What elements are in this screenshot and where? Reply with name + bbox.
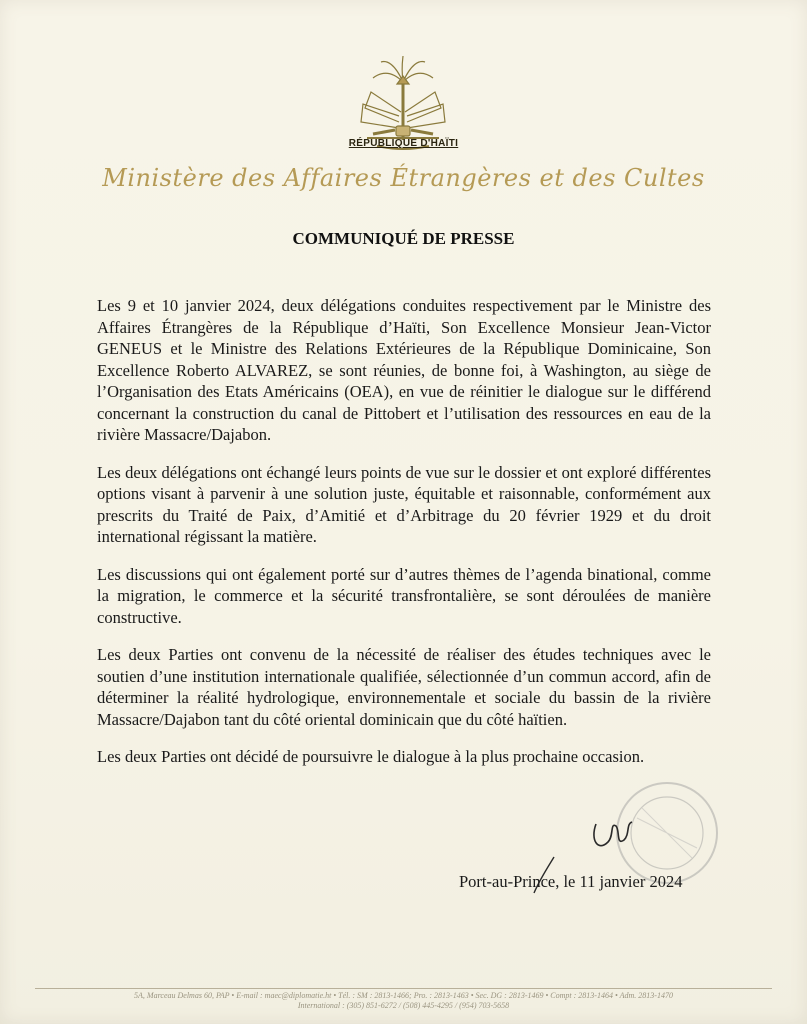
paragraph: Les discussions qui ont également porté sur d’autres thèmes de l’agenda binational, comme la migration, le commerce et la sécurité transfrontalière, se sont déroulées de manière constructive. bbox=[97, 564, 711, 627]
ministry-name: Ministère des Affaires Étrangères et des Cultes bbox=[102, 164, 705, 192]
paragraph: Les deux Parties ont décidé de poursuivre le dialogue à la plus prochaine occasion. bbox=[97, 747, 645, 766]
paragraph: Les deux Parties ont convenu de la nécessité de réaliser des études techniques avec le soutien d’une institution internationale qualifiée, sélectionnée d’un commun accord, afin de déterminer la réalité hydrologique, environnementale et sociale du bassin de la rivière Massacre/Dajabon tant du côté oriental dominicain que du côté haïtien. bbox=[97, 645, 711, 729]
place-and-date: Port-au-Prince, le 11 janvier 2024 bbox=[459, 872, 683, 891]
paragraph: Les 9 et 10 janvier 2024, deux délégations conduites respectivement par le Ministre des Affaires Étrangères de la République d’Haïti, Son Excellence Monsieur Jean-Victor GENEUS et le Ministre des Relations Extérieures de la République Dominicaine, Son Excellence Roberto ALVAREZ, se sont réunies, de bonne foi, à Washington, au siège de l’Organisation des Etats Américains (OEA), en vue de réinitier le dialogue sur le différend concernant la construction du canal de Pittobert et l’utilisation des ressources en eau de la rivière Massacre/Dajabon. bbox=[97, 296, 711, 444]
communique-body bbox=[97, 295, 711, 784]
footer-contact: 5A, Marceau Delmas 60, PAP • E-mail : maec@diplomatie.ht • Tél. : SM : 2813-1466; Pro. : 2813-1463 • Sec. DG : 2813-1469 • Compt : 2813-1464 • Adm. 2813-1470 bbox=[134, 991, 673, 1000]
page-title: COMMUNIQUÉ DE PRESSE bbox=[292, 229, 515, 248]
paragraph: Les deux délégations ont échangé leurs points de vue sur le dossier et ont exploré différentes options visant à parvenir à une solution juste, équitable et raisonnable, conformément aux prescrits du Traité de Paix, d’Amitié et d’Arbitrage du 20 février 1929 et du droit international régissant la matière. bbox=[97, 462, 711, 546]
signature-icon bbox=[586, 810, 636, 860]
country-name: RÉPUBLIQUE D'HAÏTI bbox=[348, 138, 459, 149]
haiti-coat-of-arms-icon bbox=[343, 52, 463, 152]
footer-divider bbox=[35, 988, 772, 989]
footer-international: International : (305) 851-6272 / (508) 445-4295 / (954) 703-5658 bbox=[297, 1001, 510, 1010]
